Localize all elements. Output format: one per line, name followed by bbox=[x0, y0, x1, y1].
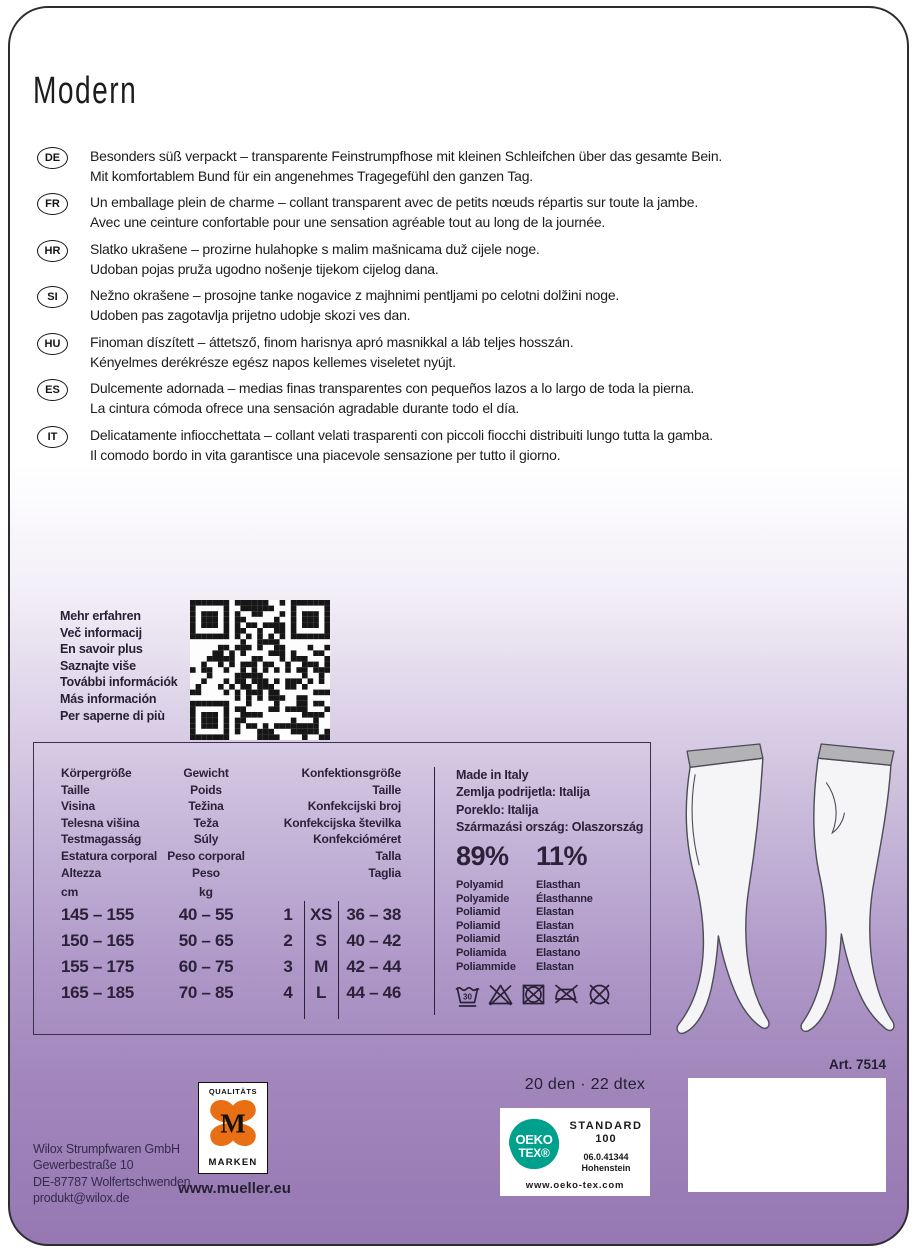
lang-text-de bbox=[90, 146, 880, 186]
hdr-line: Talla bbox=[375, 848, 401, 863]
quality-brand-logo bbox=[198, 1082, 268, 1174]
lang-fr-line1: Un emballage plein de charme – collant transparent avec de petits nœuds répartis sur toute la jambe. bbox=[90, 194, 699, 210]
lang-hr-line2: Udoban pojas pruža ugodno nošenje tijekom cijelog dana. bbox=[90, 261, 439, 277]
learn-more-it: Per saperne di più bbox=[60, 708, 165, 723]
mueller-url: www.mueller.eu bbox=[178, 1180, 291, 1197]
quality-logo-top-text: QUALITÄTS bbox=[208, 1087, 258, 1096]
row-divider bbox=[304, 901, 305, 1019]
oeko-institute: Hohenstein bbox=[581, 1163, 631, 1173]
material-line: Poliammide bbox=[456, 960, 516, 973]
learn-more-de: Mehr erfahren bbox=[60, 609, 141, 623]
size-row bbox=[34, 957, 434, 983]
oeko-cert-number: 06.0.41344 bbox=[583, 1152, 629, 1162]
size-row bbox=[34, 983, 434, 1009]
do-not-dry-clean-icon bbox=[586, 981, 613, 1008]
size-row bbox=[34, 931, 434, 957]
hdr-line: Taille bbox=[61, 782, 90, 797]
do-not-bleach-icon bbox=[487, 981, 514, 1008]
material-line: Poliamid bbox=[456, 906, 501, 919]
card-background bbox=[8, 6, 909, 1246]
row-weight: 40 – 55 bbox=[178, 905, 234, 924]
row-letter: M bbox=[314, 957, 328, 976]
lang-text-it bbox=[90, 425, 880, 465]
hdr-line: Peso corporal bbox=[167, 848, 245, 863]
hdr-line: Visina bbox=[61, 799, 95, 814]
hdr-line: Gewicht bbox=[183, 766, 229, 780]
polyamide-names bbox=[456, 879, 516, 974]
lang-badge-it: IT bbox=[37, 426, 68, 448]
material-line: Elastano bbox=[536, 946, 581, 959]
hdr-line: Súly bbox=[193, 832, 219, 847]
clover-m-icon bbox=[204, 1096, 262, 1150]
address-line: produkt@wilox.de bbox=[33, 1190, 130, 1205]
row-number: 1 bbox=[283, 905, 293, 924]
address-line: DE-87787 Wolfertschwenden bbox=[33, 1174, 191, 1189]
material-line: Elastan bbox=[536, 906, 574, 919]
lang-text-es bbox=[90, 378, 880, 418]
denier-text: 20 den · 22 dtex bbox=[524, 1076, 646, 1093]
oeko-brand-line1: OEKO bbox=[515, 1132, 553, 1147]
svg-text:M: M bbox=[220, 1108, 246, 1139]
row-height: 145 – 155 bbox=[61, 905, 134, 924]
polyamide-percentage: 89% bbox=[456, 841, 509, 871]
address-line: Gewerbestraße 10 bbox=[33, 1158, 134, 1173]
hdr-line: Poids bbox=[190, 782, 222, 797]
origin-line: Poreklo: Italija bbox=[456, 802, 539, 817]
hdr-line: Körpergröße bbox=[61, 766, 132, 780]
lang-de-line2: Mit komfortablem Bund für ein angenehmes Tragegefühl den ganzen Tag. bbox=[90, 168, 533, 184]
oeko-url: www.oeko-tex.com bbox=[525, 1180, 625, 1191]
elastane-percentage: 11% bbox=[536, 841, 588, 871]
size-row bbox=[34, 905, 434, 931]
row-conf-size: 36 – 38 bbox=[346, 905, 401, 924]
learn-more-es: Más información bbox=[60, 691, 157, 706]
origin-line: Made in Italy bbox=[456, 768, 529, 782]
oeko-brand-line2: TEX® bbox=[518, 1146, 550, 1160]
quality-logo-bottom-text: MARKEN bbox=[208, 1157, 258, 1168]
lang-badge-es: ES bbox=[37, 379, 68, 401]
oeko-100: 100 bbox=[595, 1133, 617, 1145]
row-conf-size: 40 – 42 bbox=[346, 931, 401, 950]
hdr-line: Estatura corporal bbox=[61, 848, 157, 863]
material-line: Elasthan bbox=[536, 879, 581, 891]
address-line: Wilox Strumpfwaren GmbH bbox=[33, 1142, 180, 1156]
lang-hu-line1: Finoman díszített – áttetsző, finom harisnya apró masnikkal a láb teljes hosszán. bbox=[90, 334, 574, 350]
learn-more-hr: Saznajte više bbox=[60, 658, 136, 673]
hdr-line: Konfektionsgröße bbox=[301, 766, 401, 780]
svg-text:30: 30 bbox=[463, 992, 472, 1002]
hdr-line: Altezza bbox=[61, 865, 101, 880]
origin-block bbox=[456, 767, 643, 837]
learn-more-fr: En savoir plus bbox=[60, 642, 143, 657]
row-conf-size: 44 – 46 bbox=[346, 983, 401, 1002]
article-number: Art. 7514 bbox=[828, 1057, 886, 1072]
tights-illustration bbox=[672, 742, 909, 1037]
hdr-line: Težina bbox=[188, 799, 224, 814]
row-number: 2 bbox=[283, 931, 293, 950]
size-table bbox=[33, 742, 651, 1035]
tights-back-icon bbox=[797, 742, 909, 1037]
learn-more-si: Več informacij bbox=[60, 625, 142, 640]
row-letter: L bbox=[315, 983, 327, 1002]
material-line: Polyamide bbox=[456, 892, 510, 905]
row-height: 165 – 185 bbox=[61, 983, 134, 1002]
material-line: Élasthanne bbox=[536, 892, 593, 905]
material-line: Polyamid bbox=[456, 879, 504, 891]
row-weight: 50 – 65 bbox=[178, 931, 234, 950]
row-weight: 70 – 85 bbox=[178, 983, 234, 1002]
blank-label-area bbox=[688, 1078, 886, 1192]
table-main-divider bbox=[434, 767, 435, 1015]
row-conf-size: 42 – 44 bbox=[346, 957, 401, 976]
oeko-tex-label bbox=[500, 1108, 650, 1196]
lang-si-line2: Udoben pas zagotavlja prijetno udobje skozi ves dan. bbox=[90, 307, 411, 323]
row-divider bbox=[338, 901, 339, 1019]
lang-text-hr bbox=[90, 239, 880, 279]
row-height: 155 – 175 bbox=[61, 957, 134, 976]
origin-line: Zemlja podrijetla: Italija bbox=[456, 785, 590, 800]
material-line: Elasztán bbox=[536, 933, 580, 946]
material-line: Elastan bbox=[536, 960, 574, 973]
hdr-line: Telesna višina bbox=[61, 815, 140, 830]
row-letter: XS bbox=[309, 905, 333, 924]
material-line: Poliamida bbox=[456, 946, 507, 959]
unit-kg: kg bbox=[198, 885, 213, 899]
origin-line: Származási ország: Olaszország bbox=[456, 820, 644, 835]
material-line: Poliamid bbox=[456, 919, 501, 932]
lang-text-hu bbox=[90, 332, 880, 372]
lang-badge-hu: HU bbox=[37, 333, 68, 355]
hdr-line: Taille bbox=[372, 782, 401, 797]
row-height: 150 – 165 bbox=[61, 931, 134, 950]
lang-it-line1: Delicatamente infiocchettata – collant velati trasparenti con piccoli fiocchi distribuiti lungo tutta la gamba. bbox=[90, 427, 713, 443]
learn-more-list bbox=[60, 608, 178, 724]
tights-front-icon bbox=[672, 742, 787, 1037]
hdr-line: Konfekcijska številka bbox=[283, 815, 401, 830]
qr-code bbox=[190, 600, 330, 740]
row-number: 4 bbox=[283, 983, 293, 1002]
height-column-header bbox=[61, 765, 157, 881]
lang-fr-line2: Avec une ceinture confortable pour une sensation agréable tout au long de la journée. bbox=[90, 214, 606, 230]
learn-more-hu: További információk bbox=[60, 675, 178, 690]
care-symbols bbox=[454, 981, 613, 1008]
lang-text-si bbox=[90, 285, 880, 325]
lang-es-line1: Dulcemente adornada – medias finas transparentes con pequeños lazos a lo largo de toda la pierna. bbox=[90, 380, 695, 396]
lang-text-fr bbox=[90, 192, 880, 232]
row-weight: 60 – 75 bbox=[178, 957, 234, 976]
hdr-line: Taglia bbox=[368, 865, 401, 880]
lang-si-line1: Nežno okrašene – prosojne tanke nogavice z majhnimi pentljami po celotni dolžini noge. bbox=[90, 287, 620, 303]
lang-de-line1: Besonders süß verpackt – transparente Feinstrumpfhose mit kleinen Schleifchen über das gesamte Bein. bbox=[90, 148, 723, 164]
oeko-standard: STANDARD bbox=[569, 1120, 643, 1132]
lang-es-line2: La cintura cómoda ofrece una sensación agradable durante todo el día. bbox=[90, 400, 520, 416]
hdr-line: Testmagasság bbox=[61, 832, 142, 847]
size-column-header bbox=[234, 765, 401, 881]
lang-badge-hr: HR bbox=[37, 240, 68, 262]
hdr-line: Konfekcióméret bbox=[313, 832, 401, 847]
material-line: Elastan bbox=[536, 919, 574, 932]
lang-hu-line2: Kényelmes derékrésze egész napos kellemes viseletet nyújt. bbox=[90, 354, 456, 370]
manufacturer-address bbox=[33, 1141, 190, 1206]
row-number: 3 bbox=[283, 957, 293, 976]
wash-30-icon bbox=[454, 981, 481, 1008]
do-not-tumble-dry-icon bbox=[520, 981, 547, 1008]
elastane-names bbox=[536, 879, 593, 974]
unit-cm: cm bbox=[61, 885, 79, 899]
hdr-line: Teža bbox=[193, 815, 219, 830]
row-letter: S bbox=[315, 931, 327, 950]
hdr-line: Konfekcijski broj bbox=[307, 799, 401, 814]
material-line: Poliamid bbox=[456, 933, 501, 946]
lang-badge-fr: FR bbox=[37, 193, 68, 215]
product-line-title: Modern bbox=[33, 70, 138, 112]
lang-it-line2: Il comodo bordo in vita garantisce una piacevole sensazione per tutto il giorno. bbox=[90, 447, 561, 463]
lang-badge-de: DE bbox=[37, 147, 68, 169]
hdr-line: Peso bbox=[192, 865, 220, 880]
lang-hr-line1: Slatko ukrašene – prozirne hulahopke s malim mašnicama duž cijele noge. bbox=[90, 241, 540, 257]
do-not-iron-icon bbox=[553, 981, 580, 1008]
lang-badge-si: SI bbox=[37, 286, 68, 308]
